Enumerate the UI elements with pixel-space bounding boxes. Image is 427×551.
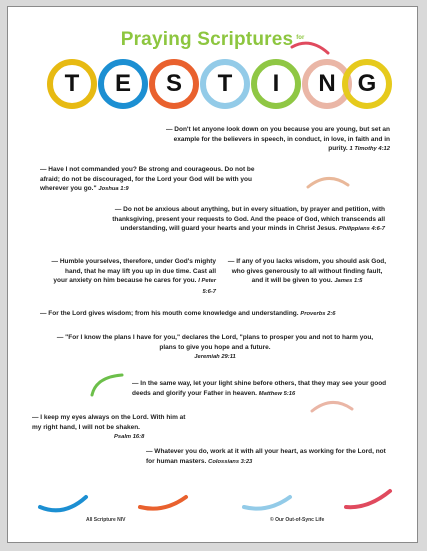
swoosh-salmon-icon xyxy=(344,489,392,511)
verse-text: — If any of you lacks wisdom, you should ask God, who gives generously to all without finding fault, and it will be given to you. xyxy=(227,258,387,285)
letter-g: G xyxy=(357,70,377,97)
worksheet-page xyxy=(7,6,418,543)
title-for: for xyxy=(296,35,305,41)
verse-text: — Do not be anxious about anything, but in every situation, by prayer and petition, with thanksgiving, present your requests to God. And the peace of God, which transcends all understanding, will guard your hearts and your minds in Christ Jesus. xyxy=(112,206,385,233)
verse-ref: Joshua 1:9 xyxy=(98,186,129,193)
swoosh-lightblue-icon xyxy=(242,493,292,513)
testing-letter-circles xyxy=(8,59,417,119)
verse-8 xyxy=(132,379,394,399)
verse-text: — "For I know the plans I have for you," declares the Lord, "plans to prosper you and not to harm you, plans to give you hope and a future. xyxy=(56,334,374,351)
verse-text: — Humble yourselves, therefore, under God's mighty hand, that he may lift you up in due time. Cast all your anxiety on him because he cares for you. xyxy=(51,258,216,285)
verse-ref: Matthew 5:16 xyxy=(258,390,296,397)
letter-n: N xyxy=(318,70,336,97)
letter-circle-e xyxy=(98,59,148,109)
verse-ref: I Peter 5:6-7 xyxy=(198,278,216,295)
verse-text: — I keep my eyes always on the Lord. With him at my right hand, I will not be shaken. xyxy=(32,414,186,431)
letter-circle-s xyxy=(149,59,199,109)
verse-ref: Philippians 4:6-7 xyxy=(338,226,385,233)
letter-circle-t2 xyxy=(200,59,250,109)
verse-text: — In the same way, let your light shine before others, that they may see your good deeds and glorify your Father in heaven. xyxy=(132,380,387,397)
title-main: Praying Scriptures xyxy=(120,29,294,50)
footer-left: All Scripture NIV xyxy=(86,517,126,523)
letter-circle-i xyxy=(251,59,301,109)
letter-i: I xyxy=(272,70,280,97)
verse-7 xyxy=(56,333,374,363)
verse-1 xyxy=(160,125,390,155)
verse-text: — Whatever you do, work at it with all your heart, as working for the Lord, not for human masters. xyxy=(146,448,386,465)
verse-3 xyxy=(90,205,385,235)
letter-e: E xyxy=(114,70,131,97)
verse-text: — For the Lord gives wisdom; from his mouth come knowledge and understanding. xyxy=(40,310,299,317)
verse-ref: Colossians 3:23 xyxy=(208,458,253,465)
swoosh-pink-icon xyxy=(310,399,354,415)
verse-ref: 1 Timothy 4:12 xyxy=(349,146,390,153)
verse-ref: James 1:5 xyxy=(334,278,363,285)
verse-ref: Psalm 16:8 xyxy=(114,434,145,441)
swoosh-red-icon xyxy=(290,39,330,59)
verse-10 xyxy=(146,447,392,467)
verse-ref: Proverbs 2:6 xyxy=(300,311,336,317)
verse-9 xyxy=(32,413,192,443)
swoosh-green-icon xyxy=(90,373,124,397)
verse-4 xyxy=(50,257,216,297)
verse-text: — Have I not commanded you? Be strong and courageous. Do not be afraid; do not be discouraged, for the Lord your God will be with you wherever you go." xyxy=(40,166,255,193)
verse-5 xyxy=(226,257,388,287)
letter-s: S xyxy=(165,70,182,97)
footer-right: © Our Out-of-Sync Life xyxy=(270,517,325,523)
letter-circle-t1 xyxy=(47,59,97,109)
verse-text: — Don't let anyone look down on you because you are young, but set an example for the believers in speech, in conduct, in love, in faith and in purity. xyxy=(165,126,390,153)
letter-t2: T xyxy=(217,70,233,97)
letter-circle-g xyxy=(342,59,392,109)
verse-2 xyxy=(40,165,258,195)
swoosh-peach-icon xyxy=(306,175,350,191)
verse-6 xyxy=(40,309,408,320)
page-title xyxy=(8,29,417,51)
swoosh-blue-icon xyxy=(38,495,88,515)
letter-t1: T xyxy=(64,70,80,97)
swoosh-orange-icon xyxy=(138,493,188,513)
verse-ref: Jeremiah 29:11 xyxy=(194,354,236,361)
